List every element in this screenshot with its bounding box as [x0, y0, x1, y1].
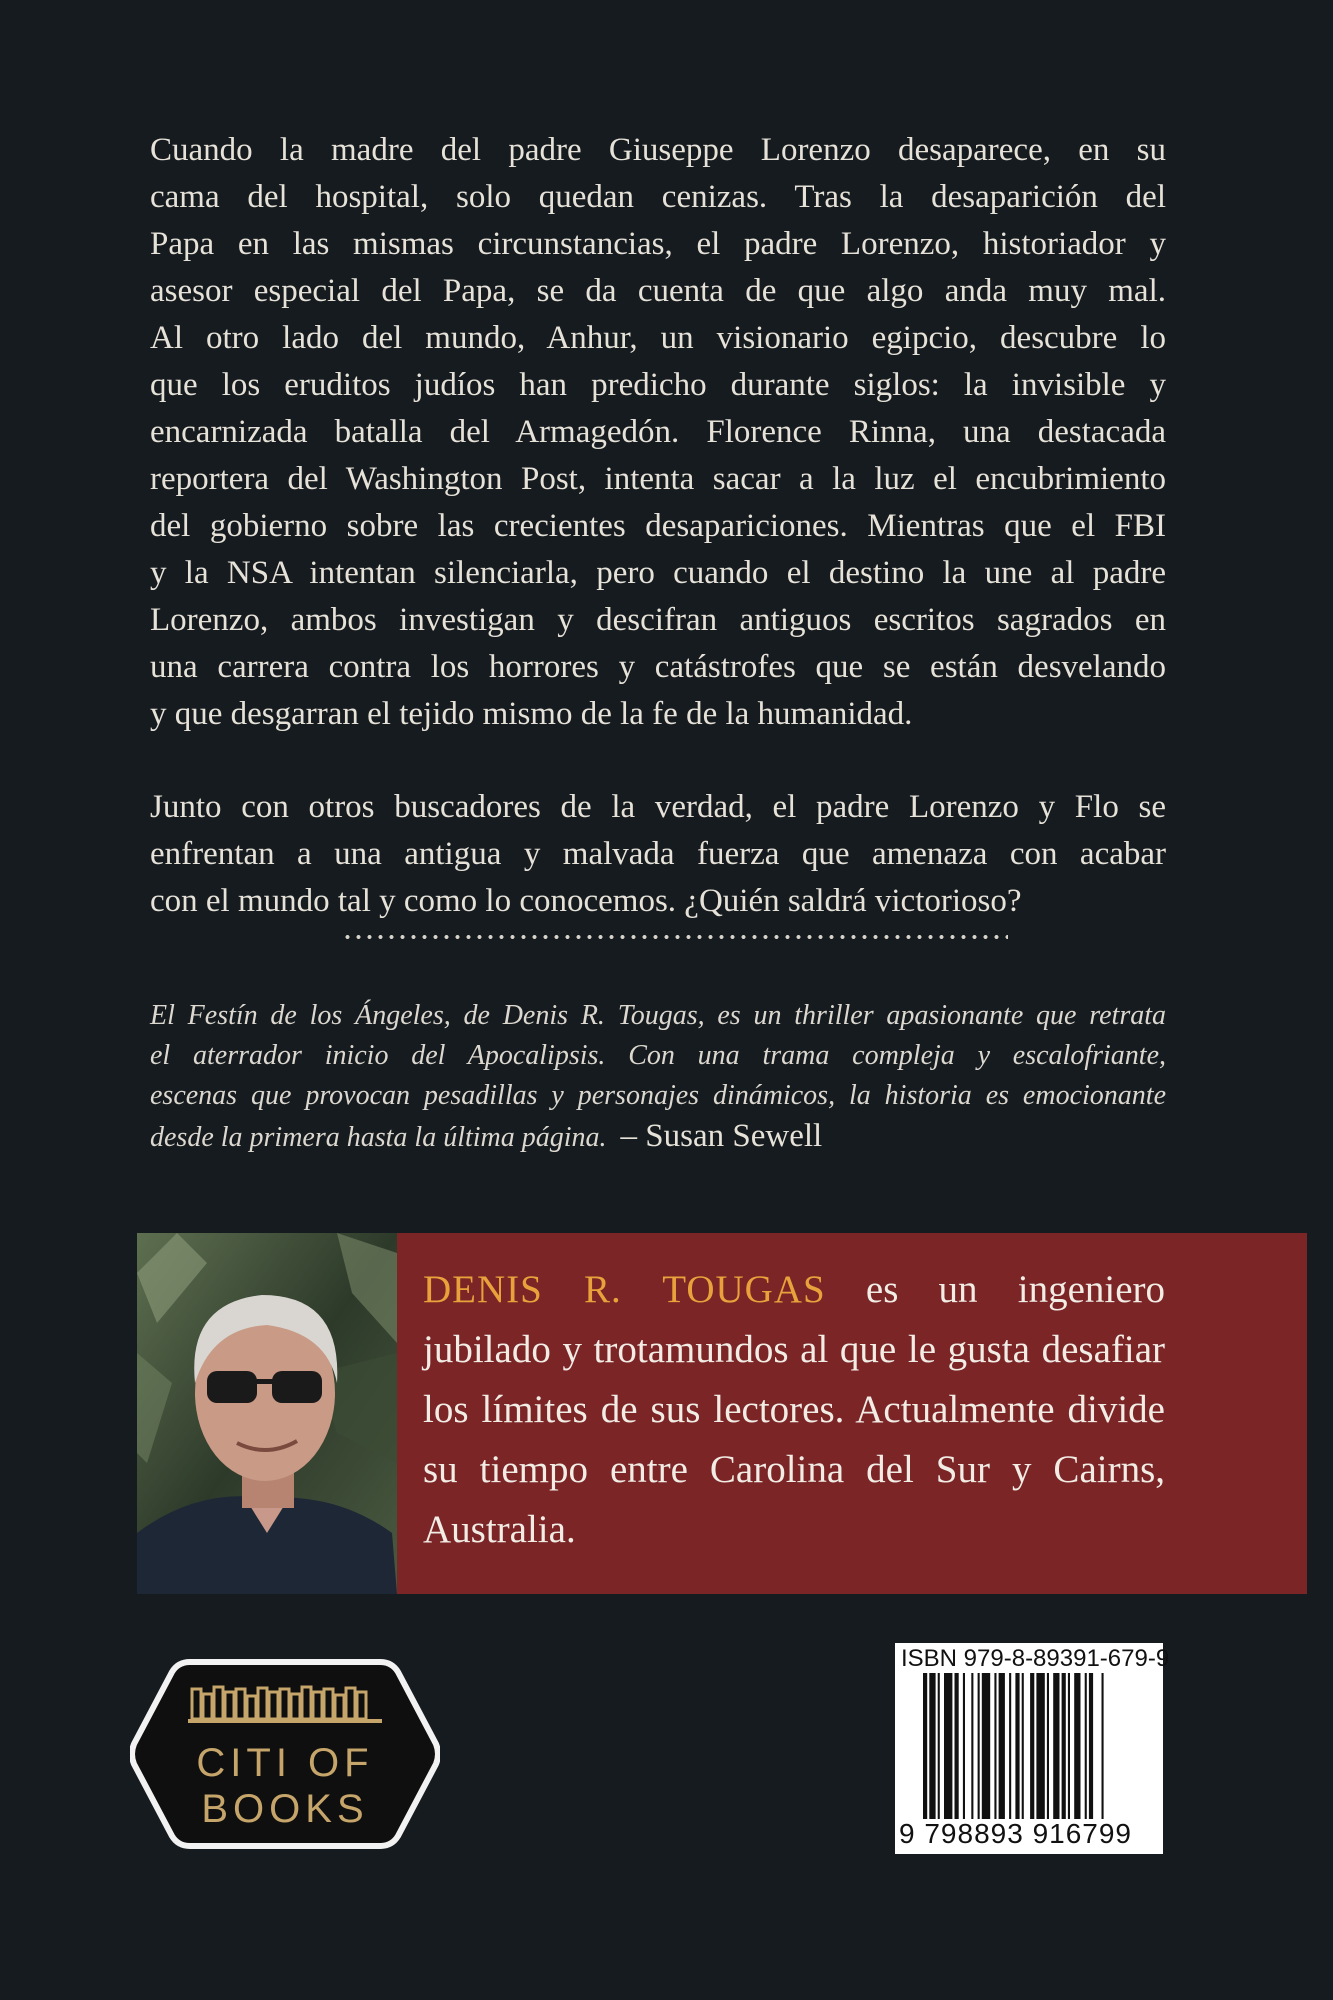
review-line: escenas que provocan pesadillas y personajes dinámicos, la historia es emocionante	[150, 1080, 1166, 1111]
barcode-bar	[923, 1673, 927, 1819]
author-name: DENIS R. TOUGAS	[423, 1268, 826, 1311]
barcode-bar	[1068, 1673, 1070, 1819]
barcode-bar	[955, 1673, 959, 1819]
barcode-bar	[963, 1673, 965, 1819]
review-last-line	[150, 1116, 1166, 1158]
logo-text-line2: BOOKS	[201, 1787, 369, 1831]
review-author: – Susan Sewell	[620, 1118, 823, 1154]
synopsis-line: reportera del Washington Post, intenta sacar a la luz el encubrimiento	[150, 461, 1166, 497]
barcode-bar	[944, 1673, 952, 1819]
barcode-bar	[1022, 1673, 1024, 1819]
barcode-bar	[994, 1673, 996, 1819]
author-bio	[423, 1260, 1165, 1560]
barcode-bar	[1062, 1673, 1066, 1819]
author-photo	[137, 1233, 397, 1594]
bio-first-line	[423, 1260, 1165, 1320]
synopsis-line: Junto con otros buscadores de la verdad, el padre Lorenzo y Flo se	[150, 789, 1166, 825]
synopsis-line: una carrera contra los horrores y catástrofes que se están desvelando	[150, 649, 1166, 685]
barcode-bar	[1047, 1673, 1049, 1819]
synopsis-line: que los eruditos judíos han predicho durante siglos: la invisible y	[150, 367, 1166, 403]
barcode-bar	[1009, 1673, 1011, 1819]
publisher-logo	[130, 1654, 440, 1854]
bio-line: jubilado y trotamundos al que le gusta desafiar	[423, 1328, 1165, 1371]
synopsis-line: Al otro lado del mundo, Anhur, un visionario egipcio, descubre lo	[150, 320, 1166, 356]
synopsis-line: encarnizada batalla del Armagedón. Florence Rinna, una destacada	[150, 414, 1166, 450]
synopsis-line: y la NSA intentan silenciarla, pero cuando el destino la une al padre	[150, 555, 1166, 591]
synopsis-line: y que desgarran el tejido mismo de la fe de la humanidad.	[150, 696, 913, 732]
review-line: El Festín de los Ángeles, de Denis R. Tougas, es un thriller apasionante que retrata	[150, 1000, 1166, 1031]
barcode-bar	[978, 1673, 980, 1819]
synopsis-line: enfrentan a una antigua y malvada fuerza que amenaza con acabar	[150, 836, 1166, 872]
synopsis-line: Cuando la madre del padre Giuseppe Lorenzo desaparece, en su	[150, 132, 1166, 168]
synopsis-line: del gobierno sobre las crecientes desapariciones. Mientras que el FBI	[150, 508, 1166, 544]
barcode-bar	[1102, 1673, 1104, 1819]
logo-text-line1: CITI OF	[196, 1741, 374, 1785]
bio-line: los límites de sus lectores. Actualmente divide	[423, 1388, 1165, 1431]
barcode-bar	[1085, 1673, 1087, 1819]
dotted-divider	[342, 934, 1008, 940]
synopsis-line: cama del hospital, solo quedan cenizas. Tras la desaparición del	[150, 179, 1166, 215]
barcode-bar	[982, 1673, 990, 1819]
author-portrait-illustration	[137, 1233, 397, 1594]
barcode-bar	[1015, 1673, 1019, 1819]
isbn-digits: 9 798893 916799	[899, 1818, 1132, 1849]
review-line: el aterrador inicio del Apocalipsis. Con una trama compleja y escalofriante,	[150, 1040, 1166, 1071]
synopsis-paragraph-1	[150, 127, 1166, 738]
bio-line: es un ingeniero	[825, 1268, 1166, 1311]
bio-line: su tiempo entre Carolina del Sur y Cairns,	[423, 1448, 1165, 1491]
synopsis-line: Papa en las mismas circunstancias, el padre Lorenzo, historiador y	[150, 226, 1166, 262]
review-quote	[150, 996, 1166, 1158]
barcode-bar	[1089, 1673, 1093, 1819]
barcode-icon	[923, 1673, 1149, 1819]
barcode-bar	[1053, 1673, 1059, 1819]
synopsis-line: Lorenzo, ambos investigan y descifran antiguos escritos sagrados en	[150, 602, 1166, 638]
barcode-bar	[938, 1673, 940, 1819]
synopsis-line: asesor especial del Papa, se da cuenta de que algo anda muy mal.	[150, 273, 1166, 309]
barcode-bar	[1036, 1673, 1044, 1819]
review-line: desde la primera hasta la última página.	[150, 1122, 607, 1153]
barcode-bar	[971, 1673, 973, 1819]
bio-line: Australia.	[423, 1508, 576, 1551]
barcode-bar	[999, 1673, 1005, 1819]
barcode-bar	[1030, 1673, 1034, 1819]
synopsis-line: con el mundo tal y como lo conocemos. ¿Quién saldrá victorioso?	[150, 883, 1022, 919]
barcode-bar	[1074, 1673, 1080, 1819]
barcode-bar	[929, 1673, 935, 1819]
synopsis-paragraph-2	[150, 784, 1166, 925]
isbn-label: ISBN 979-8-89391-679-9	[901, 1645, 1170, 1672]
isbn-barcode	[895, 1643, 1170, 1854]
